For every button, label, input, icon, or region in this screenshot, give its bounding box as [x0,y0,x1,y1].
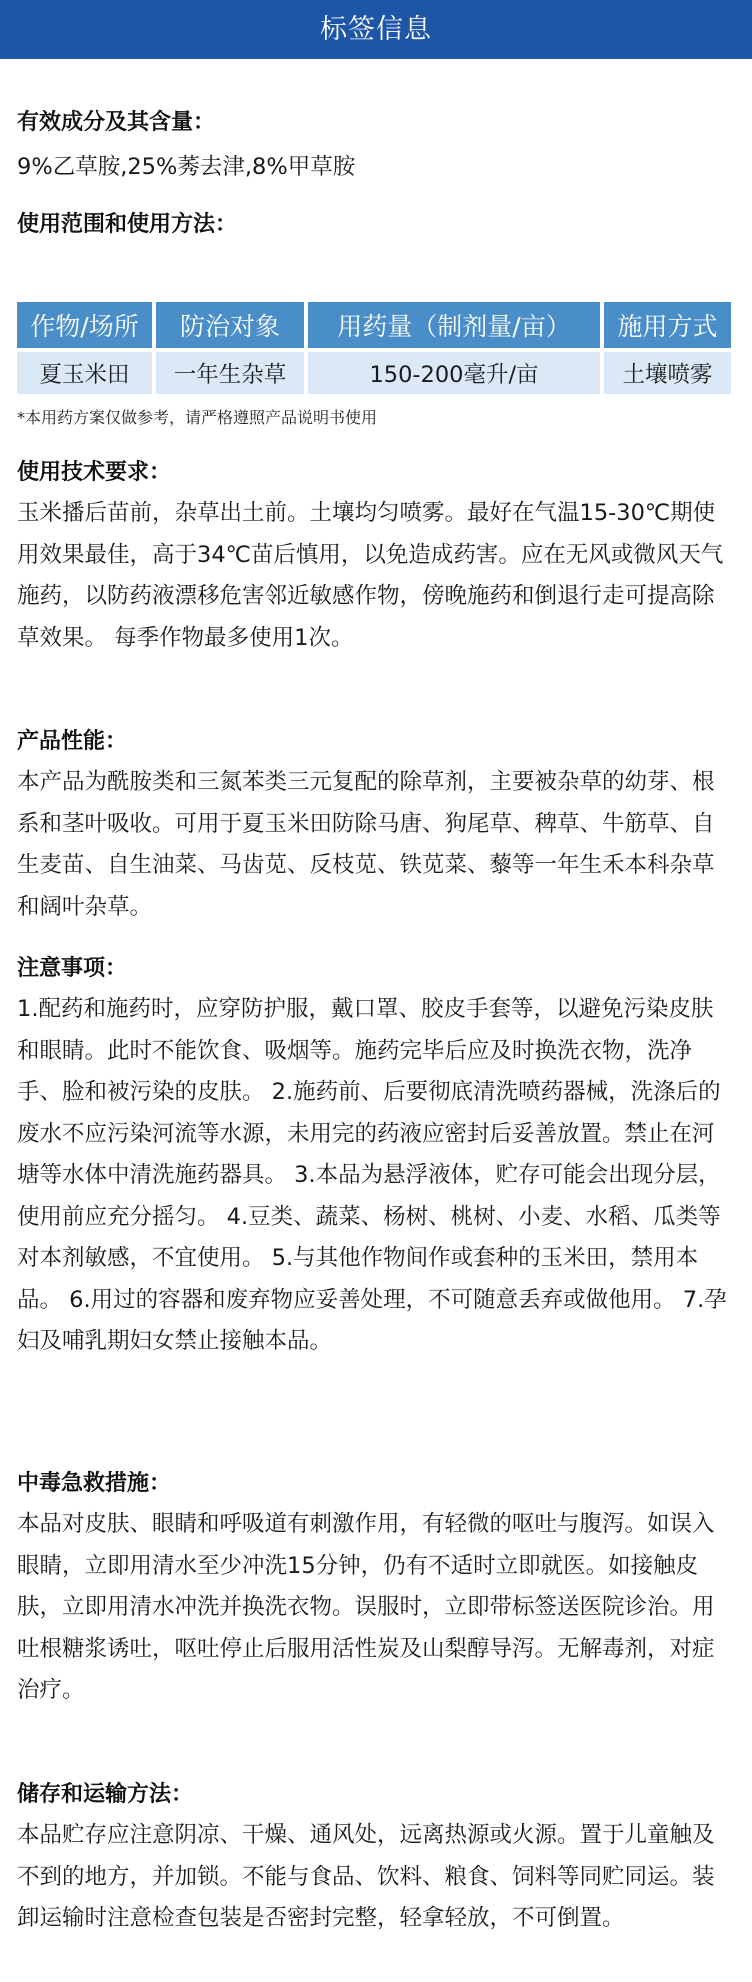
table-header-cell: 防治对象 [156,302,304,348]
table-cell-dosage: 150-200毫升/亩 [308,352,600,394]
cautions-body: 1.配药和施药时，应穿防护服，戴口罩、胶皮手套等，以避免污染皮肤和眼睛。此时不能饮食、吸烟等。施药完毕后应及时换洗衣物，洗净手、脸和被污染的皮肤。 2.施药前、后要彻底清洗喷药器械，洗涤后的废水不应污染河流等水源，未用完的药液应密封后妥善放置。禁止在河塘等水体中清洗施药器具。 3.本品为悬浮液体，贮存可能会出现分层，使用前应充分摇匀。 4.豆类、蔬菜、杨树、桃树、小麦、水稻、瓜类等对本剂敏感，不宜使用。 5.与其他作物间作或套种的玉米田，禁用本品。 6.用过的容器和废弃物应妥善处理，不可随意丢弃或做他用。 7.孕妇及哺乳期妇女禁止接触本品。 [17,996,727,1354]
performance-title: 产品性能： [17,729,128,754]
cautions-title: 注意事项： [17,956,128,981]
table-header-row [17,302,735,348]
ingredients-title: 有效成分及其含量： [17,110,216,135]
table-row [17,352,735,394]
usage-table [17,302,735,398]
header-title: 标签信息 [320,14,432,45]
storage-title: 储存和运输方法： [17,1782,194,1807]
table-cell-crop: 夏玉米田 [17,352,152,394]
table-cell-method: 土壤喷雾 [604,352,731,394]
table-note: *本用药方案仅做参考，请严格遵照产品说明书使用 [17,408,378,427]
first-aid-body: 本品对皮肤、眼睛和呼吸道有刺激作用，有轻微的呕吐与腹泻。如误入眼睛，立即用清水至少冲洗15分钟，仍有不适时立即就医。如接触皮肤，立即用清水冲洗并换洗衣物。误服时，立即带标签送医院诊治。用吐根糖浆诱吐，呕吐停止后服用活性炭及山梨醇导泻。无解毒剂，对症治疗。 [17,1511,715,1703]
table-header-cell: 作物/场所 [17,302,152,348]
tech-body: 玉米播后苗前，杂草出土前。土壤均匀喷雾。最好在气温15-30℃期使用效果最佳，高于34℃苗后慎用，以免造成药害。应在无风或微风天气施药，以防药液漂移危害邻近敏感作物，傍晚施药和倒退行走可提高除草效果。 每季作物最多使用1次。 [17,500,724,651]
table-cell-target: 一年生杂草 [156,352,304,394]
tech-title: 使用技术要求： [17,460,172,485]
ingredients-body: 9%乙草胺,25%莠去津,8%甲草胺 [17,154,356,180]
first-aid-title: 中毒急救措施： [17,1471,172,1496]
table-header-cell: 用药量（制剂量/亩） [308,302,600,348]
performance-body: 本产品为酰胺类和三氮苯类三元复配的除草剂，主要被杂草的幼芽、根系和茎叶吸收。可用于夏玉米田防除马唐、狗尾草、稗草、牛筋草、自生麦苗、自生油菜、马齿苋、反枝苋、铁苋菜、藜等一年生禾本科杂草和阔叶杂草。 [17,769,715,920]
storage-body: 本品贮存应注意阴凉、干燥、通风处，远离热源或火源。置于儿童触及不到的地方，并加锁。不能与食品、饮料、粮食、饲料等同贮同运。装卸运输时注意检查包装是否密封完整，轻拿轻放，不可倒置。 [17,1822,715,1931]
usage-title: 使用范围和使用方法： [17,212,238,237]
page-header [0,0,752,59]
table-header-cell: 施用方式 [604,302,731,348]
